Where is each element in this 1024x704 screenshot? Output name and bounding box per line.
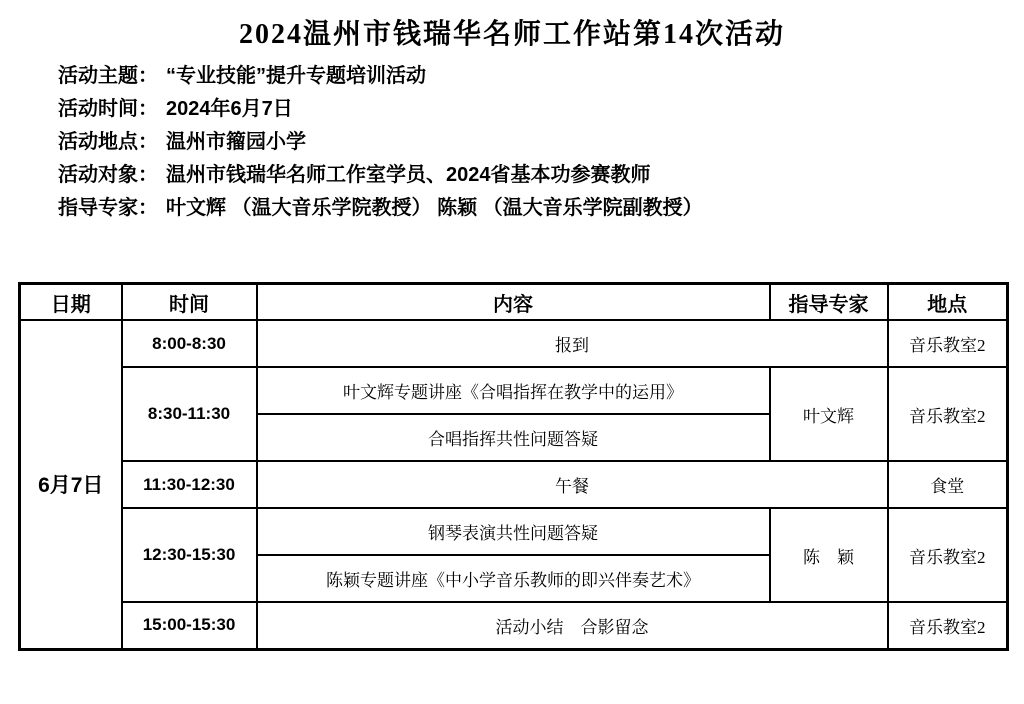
info-value-experts: 叶文辉 （温大音乐学院教授） 陈颖 （温大音乐学院副教授） — [166, 197, 703, 219]
info-value-audience: 温州市钱瑞华名师工作室学员、2024省基本功参赛教师 — [166, 164, 651, 186]
header-row — [20, 284, 1008, 321]
table-row-checkin — [20, 320, 1008, 367]
header-cell-time: 时间 — [122, 284, 257, 321]
info-value-place: 温州市籀园小学 — [166, 131, 306, 153]
content-cell-choir-qa: 合唱指挥共性问题答疑 — [257, 414, 770, 461]
location-cell-afternoon: 音乐教室2 — [888, 508, 1008, 602]
time-cell-morning: 8:30-11:30 — [122, 367, 257, 461]
table-row-lunch — [20, 461, 1008, 508]
location-cell-lunch: 食堂 — [888, 461, 1008, 508]
table-row-lecture-ye — [20, 367, 1008, 414]
table-row-piano-qa — [20, 508, 1008, 555]
info-block — [58, 60, 984, 225]
info-label-place: 活动地点： — [58, 131, 158, 153]
location-cell-morning: 音乐教室2 — [888, 367, 1008, 461]
header-cell-expert: 指导专家 — [770, 284, 888, 321]
info-line-place — [58, 126, 984, 159]
location-cell-summary: 音乐教室2 — [888, 602, 1008, 649]
content-cell-lecture-chen: 陈颖专题讲座《中小学音乐教师的即兴伴奏艺术》 — [257, 555, 770, 602]
header-cell-content: 内容 — [257, 284, 770, 321]
expert-cell-ye: 叶文辉 — [770, 367, 888, 461]
info-label-theme: 活动主题： — [58, 65, 158, 87]
header-cell-location: 地点 — [888, 284, 1008, 321]
content-cell-lecture-ye: 叶文辉专题讲座《合唱指挥在教学中的运用》 — [257, 367, 770, 414]
info-line-experts — [58, 192, 984, 225]
info-line-time — [58, 93, 984, 126]
content-cell-summary: 活动小结 合影留念 — [257, 602, 888, 649]
table-row-summary — [20, 602, 1008, 649]
header-cell-date: 日期 — [20, 284, 122, 321]
content-cell-piano-qa: 钢琴表演共性问题答疑 — [257, 508, 770, 555]
time-cell-afternoon: 12:30-15:30 — [122, 508, 257, 602]
time-cell-lunch: 11:30-12:30 — [122, 461, 257, 508]
page-title: 2024温州市钱瑞华名师工作站第14次活动 — [238, 19, 785, 50]
info-value-time: 2024年6月7日 — [166, 98, 293, 120]
info-line-theme — [58, 60, 984, 93]
time-cell-checkin: 8:00-8:30 — [122, 320, 257, 367]
info-label-experts: 指导专家： — [58, 197, 158, 219]
schedule-table — [18, 282, 1009, 651]
expert-cell-chen: 陈 颖 — [770, 508, 888, 602]
content-cell-checkin: 报到 — [257, 320, 888, 367]
info-label-audience: 活动对象： — [58, 164, 158, 186]
info-label-time: 活动时间： — [58, 98, 158, 120]
date-cell: 6月7日 — [20, 320, 122, 649]
info-line-audience — [58, 159, 984, 192]
time-cell-summary: 15:00-15:30 — [122, 602, 257, 649]
location-cell-checkin: 音乐教室2 — [888, 320, 1008, 367]
content-cell-lunch: 午餐 — [257, 461, 888, 508]
info-value-theme: “专业技能”提升专题培训活动 — [166, 65, 426, 87]
